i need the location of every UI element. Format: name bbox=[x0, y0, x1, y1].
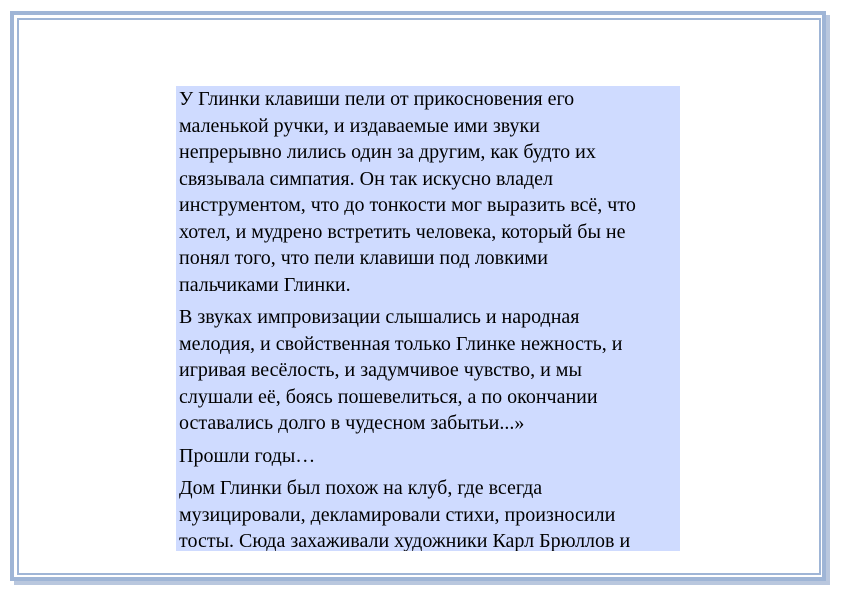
text-box bbox=[176, 86, 680, 551]
paragraph-3: Прошли годы… bbox=[179, 444, 316, 467]
paragraph-4: Дом Глинки был похож на клуб, где всегда музицировали, декламировали стихи, произносили тосты. Сюда захаживали художники Карл Брюллов и bbox=[179, 477, 631, 551]
paragraph-1: У Глинки клавиши пели от прикосновения его маленькой ручки, и издаваемые ими звуки непрерывно лились один за другим, как будто их связывала симпатия. Он так искусно владел инструментом, что до тонкости мог выразить всё, что хотел, и мудрено встретить человека, который бы не понял того, что пели клавиши под ловкими пальчиками Глинки. bbox=[179, 88, 636, 296]
frame-shadow-right bbox=[826, 15, 830, 585]
frame-shadow-bottom bbox=[14, 581, 830, 585]
paragraph-2: В звуках импровизации слышались и народная мелодия, и свойственная только Глинке нежность, и игривая весёлость, и задумчивое чувство, и мы слушали её, боясь пошевелиться, а по окончании оставались долго в чудесном забытьи...» bbox=[179, 306, 623, 434]
